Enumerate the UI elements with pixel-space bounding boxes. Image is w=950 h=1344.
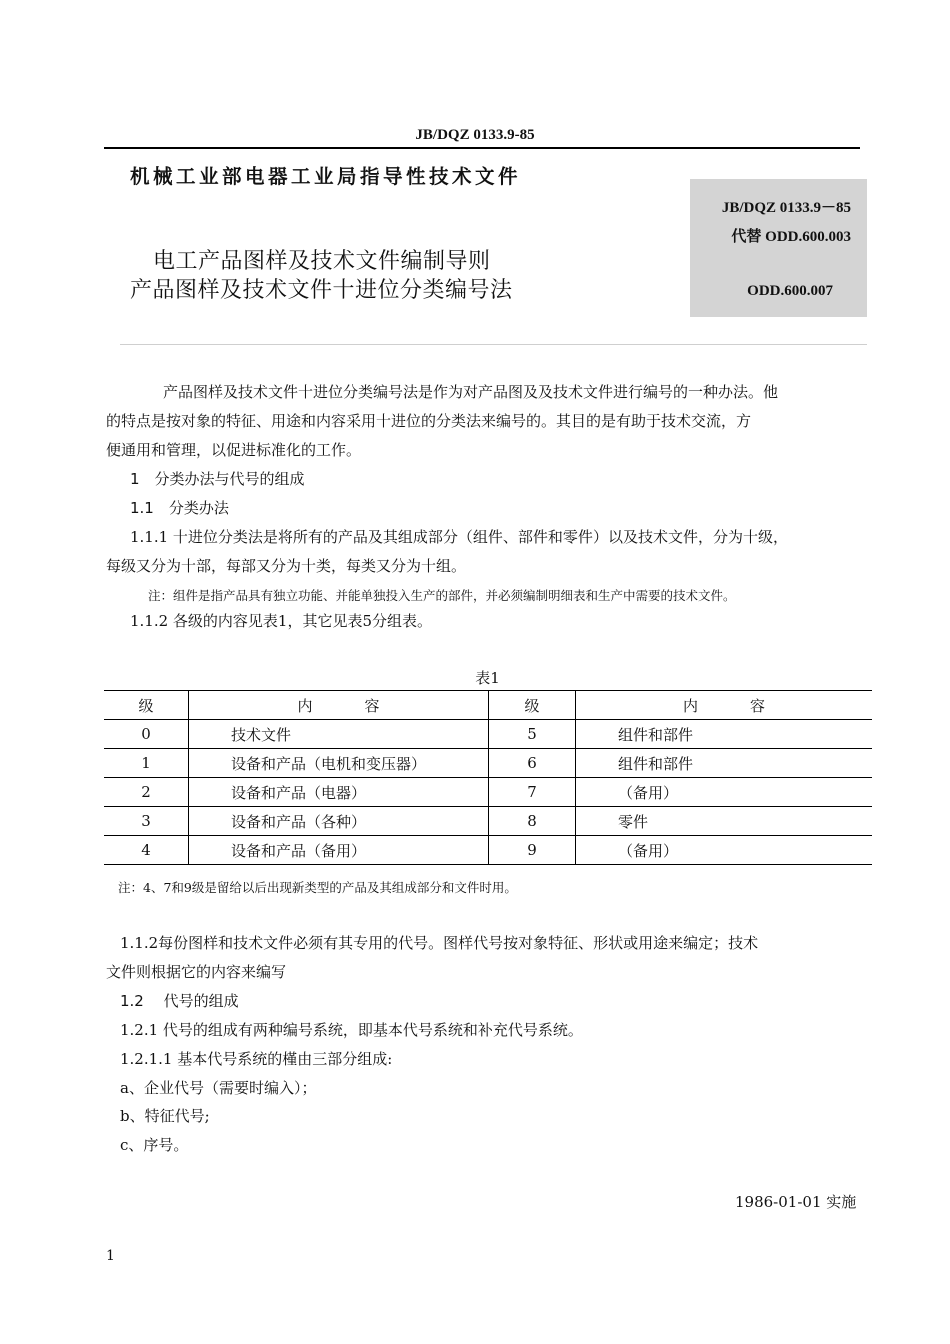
content-cell: 设备和产品（各种） [189, 807, 489, 836]
standard-code-box [690, 179, 867, 317]
header-level: 级 [104, 691, 189, 720]
header-content-text: 内容 [297, 696, 432, 715]
table-header-row [104, 691, 872, 720]
paragraph-1-2-1-1: 1.2.1.1 基本代号系统的槿由三部分组成: [120, 1050, 393, 1068]
table-row [104, 778, 872, 807]
level-cell: 8 [489, 807, 576, 836]
replaces-code-2: ODD.600.007 [747, 283, 833, 299]
paragraph-1-1-2b [106, 929, 862, 987]
header-level-2: 级 [489, 691, 576, 720]
content-cell: 设备和产品（电器） [189, 778, 489, 807]
content-cell: （备用） [576, 778, 873, 807]
section-1-2-heading: 1.2 代号的组成 [120, 992, 239, 1010]
level-cell: 7 [489, 778, 576, 807]
level-cell: 1 [104, 749, 189, 778]
list-item-a: a、企业代号（需要时编入）； [120, 1079, 317, 1097]
content-cell: 设备和产品（电机和变压器） [189, 749, 489, 778]
title-divider [120, 344, 867, 345]
paragraph-1-1-2b-line-1: 1.1.2每份图样和技术文件必须有其专用的代号。图样代号按对象特征、形状或用途来编定；技术 [120, 934, 759, 952]
section-1-heading: 1 分类办法与代号的组成 [130, 470, 305, 488]
header-document-code: JB/DQZ 0133.9-85 [415, 127, 535, 143]
paragraph-1-1-1-line-2: 每级又分为十部，每部又分为十类，每类又分为十组。 [106, 557, 467, 575]
level-cell: 5 [489, 720, 576, 749]
header-content-2 [576, 691, 873, 720]
table-row [104, 720, 872, 749]
header-content [189, 691, 489, 720]
intro-line-2: 的特点是按对象的特征、用途和内容采用十进位的分类法来编号的。其目的是有助于技术交流，方 [106, 412, 752, 430]
table-caption: 表1 [475, 669, 500, 687]
table-note: 注：4、7和9级是留给以后出现新类型的产品及其组成部分和文件时用。 [118, 880, 517, 895]
list-item-c: c、序号。 [120, 1136, 189, 1154]
note-component-definition: 注：组件是指产品具有独立功能、并能单独投入生产的部件，并必须编制明细表和生产中需要的技术文件。 [148, 588, 736, 603]
level-cell: 4 [104, 836, 189, 865]
header-rule [104, 147, 860, 149]
paragraph-1-1-2: 1.1.2 各级的内容见表1，其它见表5分组表。 [130, 612, 433, 630]
intro-line-1: 产品图样及技术文件十进位分类编号法是作为对产品图及及技术文件进行编号的一种办法。他 [163, 383, 779, 401]
section-1-1-heading: 1.1 分类办法 [130, 499, 229, 517]
level-cell: 3 [104, 807, 189, 836]
table-row [104, 749, 872, 778]
paragraph-1-1-1 [106, 523, 862, 581]
header-content-text-2: 内容 [682, 696, 817, 715]
paragraph-1-2-1: 1.2.1 代号的组成有两种编号系统，即基本代号系统和补充代号系统。 [120, 1021, 583, 1039]
level-cell: 6 [489, 749, 576, 778]
content-cell: 设备和产品（备用） [189, 836, 489, 865]
document-title-line-1: 电工产品图样及技术文件编制导则 [153, 249, 491, 274]
content-cell: 组件和部件 [576, 749, 873, 778]
intro-paragraph [106, 378, 862, 465]
paragraph-1-1-2b-line-2: 文件则根据它的内容来编写 [106, 963, 287, 981]
level-cell: 2 [104, 778, 189, 807]
content-cell: 组件和部件 [576, 720, 873, 749]
standard-number: JB/DQZ 0133.9－85 [721, 200, 851, 216]
replaces-code: 代替 ODD.600.003 [731, 229, 851, 245]
paragraph-1-1-1-line-1: 1.1.1 十进位分类法是将所有的产品及其组成部分（组件、部件和零件）以及技术文件，分为十级， [130, 528, 788, 546]
content-cell: 技术文件 [189, 720, 489, 749]
level-cell: 9 [489, 836, 576, 865]
organization-title: 机械工业部电器工业局指导性技术文件 [130, 165, 522, 188]
effective-date: 1986-01-01 实施 [735, 1193, 857, 1211]
content-cell: 零件 [576, 807, 873, 836]
content-cell: （备用） [576, 836, 873, 865]
document-title-line-2: 产品图样及技术文件十进位分类编号法 [130, 278, 513, 303]
page-number: 1 [106, 1248, 115, 1264]
level-cell: 0 [104, 720, 189, 749]
table-row [104, 807, 872, 836]
table-row [104, 836, 872, 865]
table-1 [104, 690, 872, 865]
list-item-b: b、特征代号; [120, 1107, 210, 1125]
intro-line-3: 便通用和管理，以促进标准化的工作。 [106, 441, 362, 459]
